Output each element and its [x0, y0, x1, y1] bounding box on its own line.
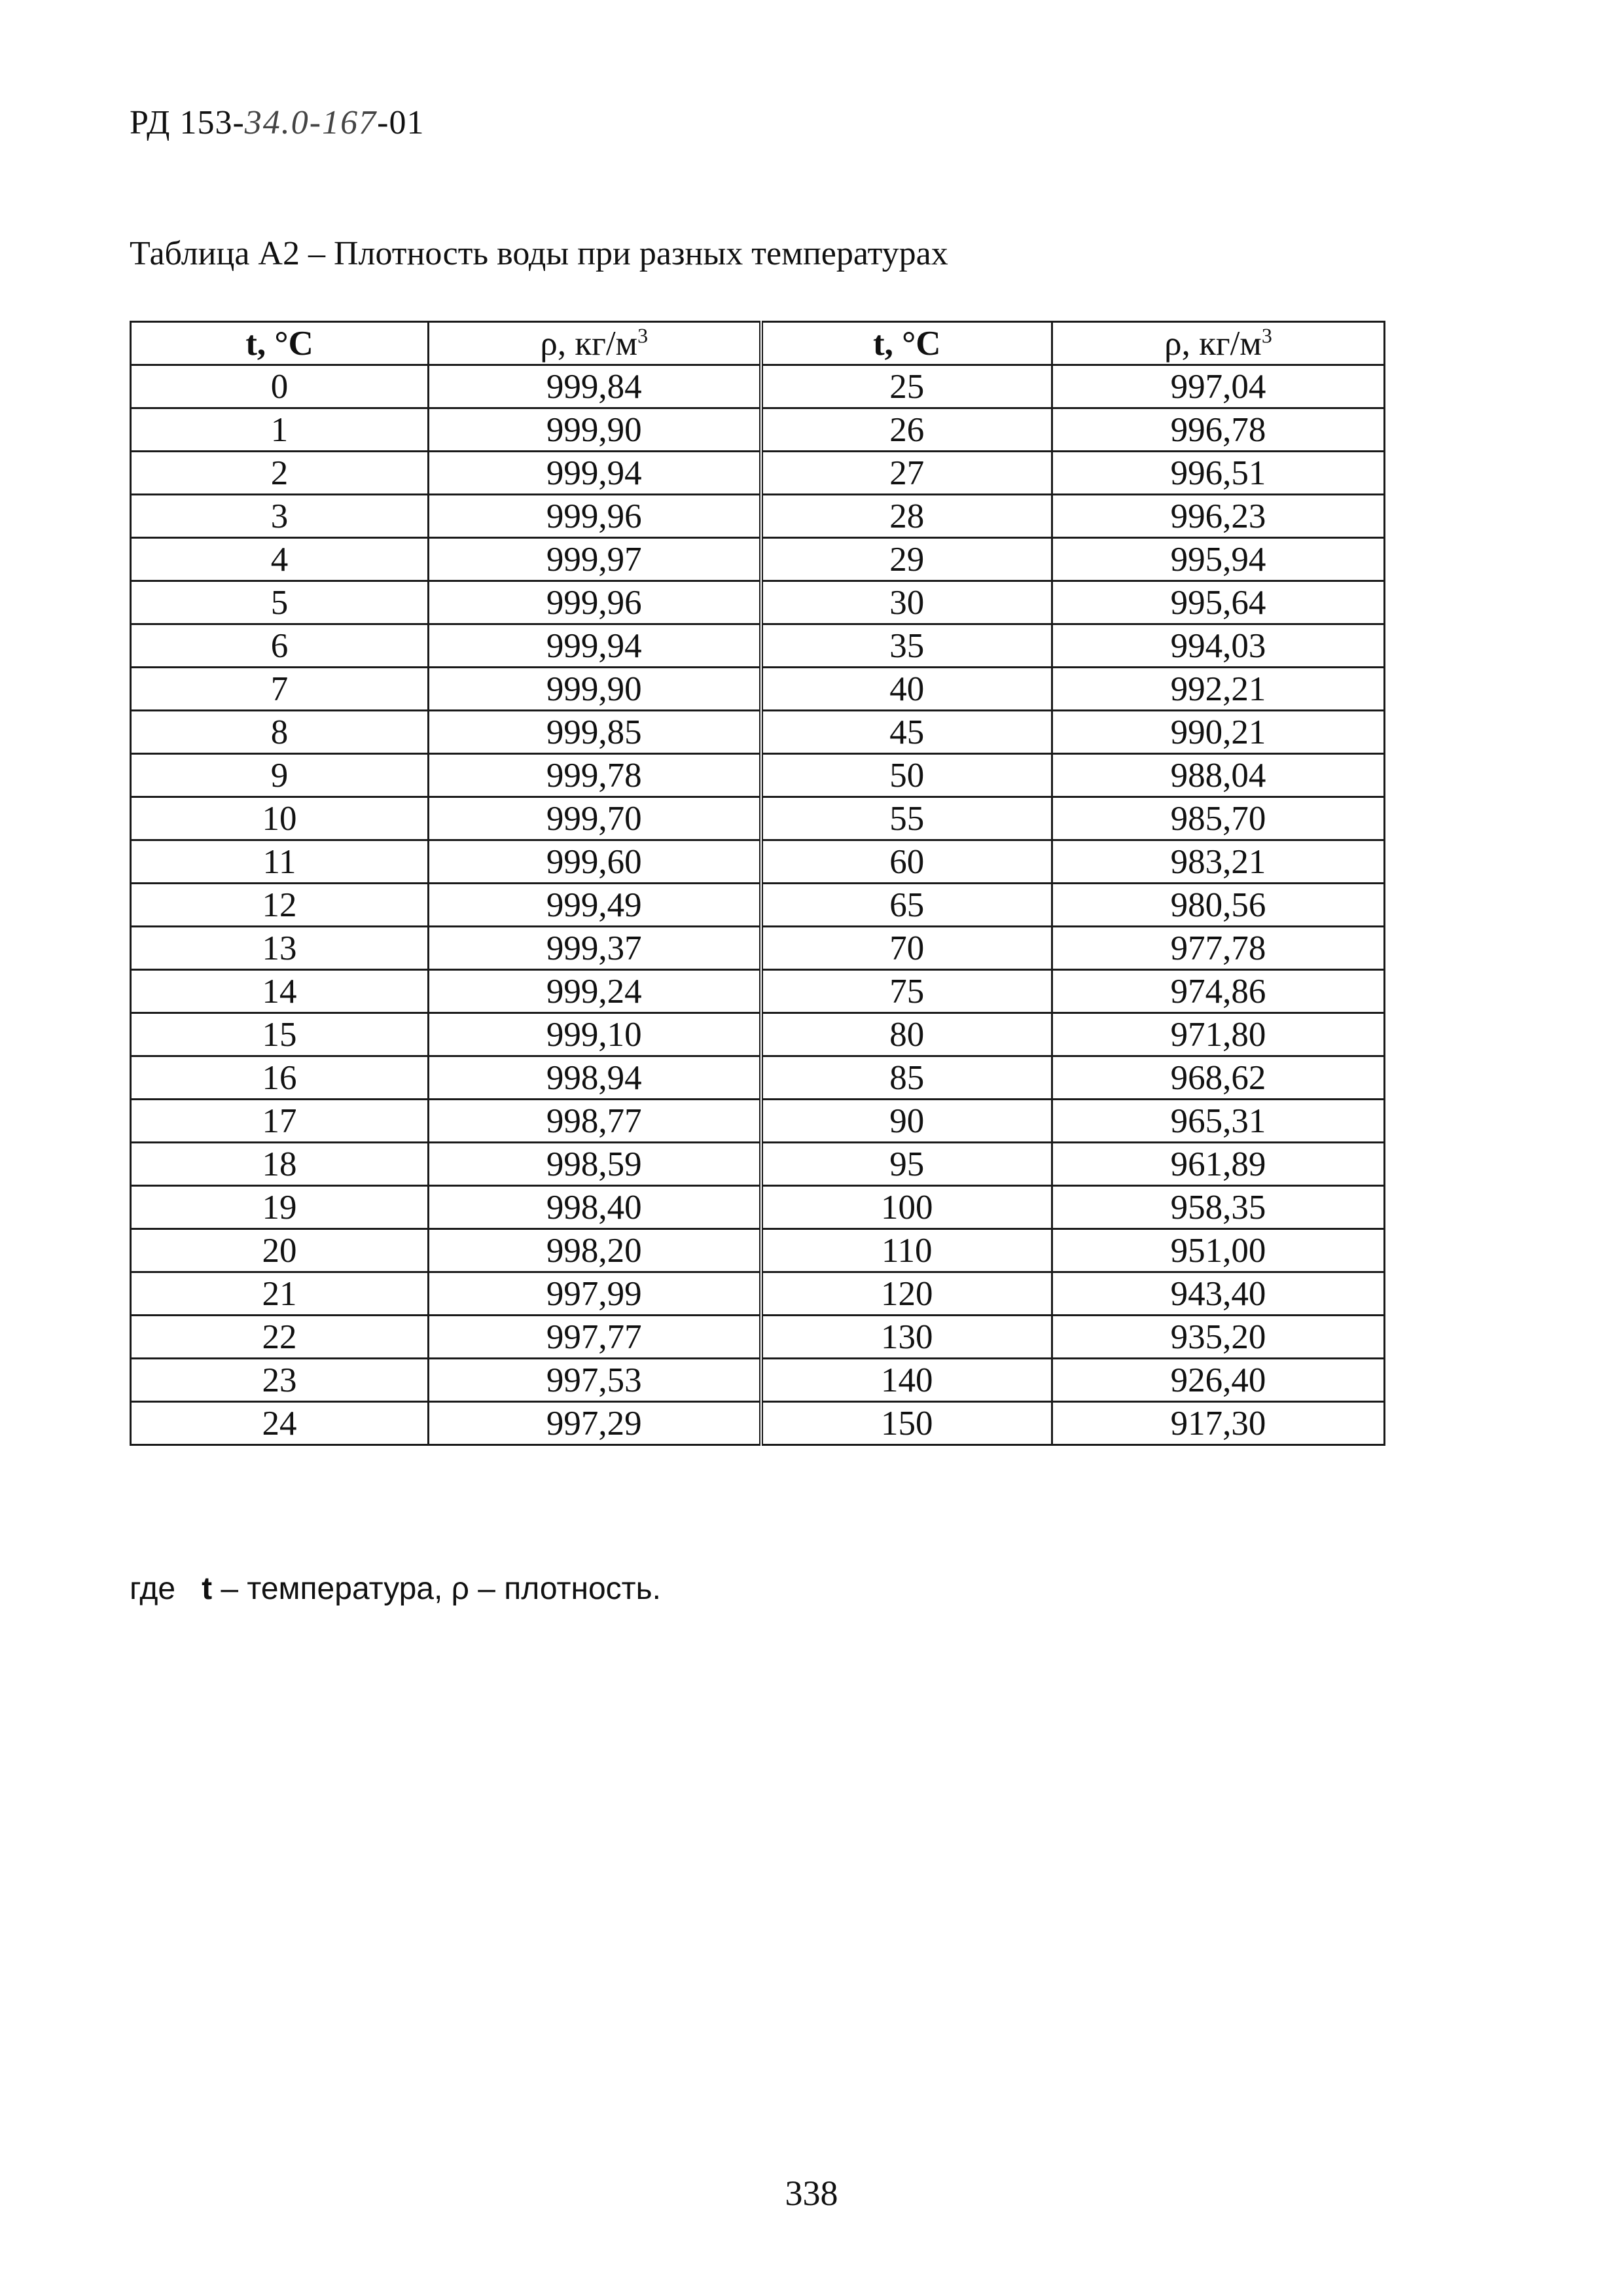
cell-temperature-1: 3 — [131, 495, 429, 538]
cell-temperature-2: 27 — [761, 452, 1052, 495]
cell-density-2: 968,62 — [1052, 1056, 1385, 1100]
footnote-text-rho: – плотность. — [469, 1571, 661, 1606]
cell-density-2: 961,89 — [1052, 1143, 1385, 1186]
cell-temperature-2: 90 — [761, 1100, 1052, 1143]
document-code-prefix: РД 153- — [130, 104, 245, 141]
cell-temperature-1: 19 — [131, 1186, 429, 1229]
cell-temperature-2: 75 — [761, 970, 1052, 1013]
cell-density-2: 917,30 — [1052, 1402, 1385, 1445]
table-row — [131, 1316, 1385, 1359]
cell-temperature-1: 12 — [131, 884, 429, 927]
table-row — [131, 970, 1385, 1013]
cell-density-1: 999,85 — [429, 711, 761, 754]
cell-density-1: 997,99 — [429, 1272, 761, 1316]
cell-density-1: 999,78 — [429, 754, 761, 797]
cell-density-2: 980,56 — [1052, 884, 1385, 927]
cell-temperature-2: 80 — [761, 1013, 1052, 1056]
footnote-variable-t: t — [202, 1571, 213, 1606]
cell-density-2: 951,00 — [1052, 1229, 1385, 1272]
cell-density-1: 999,84 — [429, 365, 761, 408]
table-row — [131, 452, 1385, 495]
table-row — [131, 884, 1385, 927]
cell-temperature-1: 2 — [131, 452, 429, 495]
cell-density-2: 995,94 — [1052, 538, 1385, 581]
cell-density-2: 983,21 — [1052, 840, 1385, 884]
document-code-handwritten: 34.0-167 — [244, 104, 378, 141]
table-row — [131, 1402, 1385, 1445]
page-number: 338 — [785, 2174, 838, 2213]
cell-temperature-1: 9 — [131, 754, 429, 797]
cell-temperature-2: 110 — [761, 1229, 1052, 1272]
table-row — [131, 1143, 1385, 1186]
cell-density-2: 974,86 — [1052, 970, 1385, 1013]
cell-temperature-2: 55 — [761, 797, 1052, 840]
table-row — [131, 711, 1385, 754]
cell-density-1: 999,37 — [429, 927, 761, 970]
header-density-1-label: ρ, кг/м — [540, 324, 638, 363]
footnote-variable-rho: ρ — [451, 1571, 469, 1606]
footnote-lead: где — [130, 1571, 176, 1606]
cell-density-1: 999,97 — [429, 538, 761, 581]
header-density-2-exponent: 3 — [1261, 323, 1272, 347]
table-row — [131, 365, 1385, 408]
table-row — [131, 668, 1385, 711]
table-row — [131, 1013, 1385, 1056]
table-row — [131, 1229, 1385, 1272]
table-row — [131, 927, 1385, 970]
cell-temperature-2: 35 — [761, 624, 1052, 668]
cell-temperature-1: 5 — [131, 581, 429, 624]
cell-temperature-2: 26 — [761, 408, 1052, 452]
cell-density-1: 999,96 — [429, 581, 761, 624]
cell-temperature-2: 50 — [761, 754, 1052, 797]
table-row — [131, 408, 1385, 452]
cell-density-2: 996,78 — [1052, 408, 1385, 452]
cell-density-1: 998,77 — [429, 1100, 761, 1143]
cell-density-1: 999,90 — [429, 408, 761, 452]
cell-temperature-1: 4 — [131, 538, 429, 581]
table-row — [131, 495, 1385, 538]
cell-temperature-2: 25 — [761, 365, 1052, 408]
cell-temperature-1: 13 — [131, 927, 429, 970]
cell-temperature-2: 150 — [761, 1402, 1052, 1445]
table-title: Таблица А2 – Плотность воды при разных температурах — [130, 235, 948, 272]
cell-temperature-1: 22 — [131, 1316, 429, 1359]
cell-temperature-2: 65 — [761, 884, 1052, 927]
table-row — [131, 624, 1385, 668]
cell-temperature-2: 45 — [761, 711, 1052, 754]
cell-density-2: 990,21 — [1052, 711, 1385, 754]
cell-temperature-1: 8 — [131, 711, 429, 754]
cell-temperature-1: 14 — [131, 970, 429, 1013]
cell-density-2: 958,35 — [1052, 1186, 1385, 1229]
cell-temperature-2: 70 — [761, 927, 1052, 970]
cell-density-2: 971,80 — [1052, 1013, 1385, 1056]
cell-density-1: 997,77 — [429, 1316, 761, 1359]
cell-density-2: 996,51 — [1052, 452, 1385, 495]
cell-temperature-1: 16 — [131, 1056, 429, 1100]
cell-temperature-2: 40 — [761, 668, 1052, 711]
cell-density-2: 977,78 — [1052, 927, 1385, 970]
table-row — [131, 538, 1385, 581]
footnote — [130, 1571, 661, 1607]
cell-density-1: 999,49 — [429, 884, 761, 927]
cell-temperature-2: 120 — [761, 1272, 1052, 1316]
table-row — [131, 1100, 1385, 1143]
table-row — [131, 1359, 1385, 1402]
cell-density-1: 998,59 — [429, 1143, 761, 1186]
cell-density-2: 985,70 — [1052, 797, 1385, 840]
cell-temperature-2: 140 — [761, 1359, 1052, 1402]
cell-density-2: 996,23 — [1052, 495, 1385, 538]
cell-density-2: 965,31 — [1052, 1100, 1385, 1143]
cell-density-2: 943,40 — [1052, 1272, 1385, 1316]
cell-density-2: 995,64 — [1052, 581, 1385, 624]
document-code — [130, 103, 424, 142]
cell-density-1: 999,96 — [429, 495, 761, 538]
cell-density-2: 997,04 — [1052, 365, 1385, 408]
header-density-2-label: ρ, кг/м — [1164, 324, 1262, 363]
cell-temperature-1: 15 — [131, 1013, 429, 1056]
table-row — [131, 1186, 1385, 1229]
cell-density-1: 998,20 — [429, 1229, 761, 1272]
footnote-text-t: – температура, — [212, 1571, 452, 1606]
cell-density-2: 988,04 — [1052, 754, 1385, 797]
cell-density-1: 998,40 — [429, 1186, 761, 1229]
cell-density-1: 999,60 — [429, 840, 761, 884]
cell-temperature-2: 95 — [761, 1143, 1052, 1186]
cell-temperature-2: 30 — [761, 581, 1052, 624]
cell-temperature-1: 7 — [131, 668, 429, 711]
header-density-1 — [429, 322, 761, 365]
cell-density-1: 999,90 — [429, 668, 761, 711]
cell-temperature-2: 60 — [761, 840, 1052, 884]
cell-temperature-1: 0 — [131, 365, 429, 408]
header-density-2 — [1052, 322, 1385, 365]
cell-density-1: 998,94 — [429, 1056, 761, 1100]
cell-temperature-1: 11 — [131, 840, 429, 884]
cell-temperature-1: 21 — [131, 1272, 429, 1316]
cell-density-1: 997,53 — [429, 1359, 761, 1402]
cell-temperature-1: 18 — [131, 1143, 429, 1186]
cell-density-1: 999,94 — [429, 452, 761, 495]
table-row — [131, 1056, 1385, 1100]
cell-temperature-1: 6 — [131, 624, 429, 668]
header-row — [131, 322, 1385, 365]
cell-temperature-1: 17 — [131, 1100, 429, 1143]
header-temperature-1: t, °C — [131, 322, 429, 365]
cell-density-1: 997,29 — [429, 1402, 761, 1445]
cell-temperature-2: 130 — [761, 1316, 1052, 1359]
cell-temperature-1: 1 — [131, 408, 429, 452]
density-table-container — [130, 321, 1383, 1446]
cell-temperature-2: 28 — [761, 495, 1052, 538]
cell-density-2: 994,03 — [1052, 624, 1385, 668]
cell-temperature-2: 29 — [761, 538, 1052, 581]
cell-temperature-1: 24 — [131, 1402, 429, 1445]
cell-density-1: 999,94 — [429, 624, 761, 668]
table-row — [131, 754, 1385, 797]
water-density-table — [130, 321, 1385, 1446]
cell-temperature-1: 20 — [131, 1229, 429, 1272]
cell-density-1: 999,10 — [429, 1013, 761, 1056]
table-header — [131, 322, 1385, 365]
header-density-1-exponent: 3 — [637, 323, 649, 347]
table-row — [131, 797, 1385, 840]
header-temperature-2: t, °C — [761, 322, 1052, 365]
cell-density-2: 926,40 — [1052, 1359, 1385, 1402]
table-body — [131, 365, 1385, 1445]
cell-density-1: 999,24 — [429, 970, 761, 1013]
cell-density-2: 992,21 — [1052, 668, 1385, 711]
table-row — [131, 840, 1385, 884]
cell-temperature-2: 100 — [761, 1186, 1052, 1229]
document-code-suffix: -01 — [377, 104, 425, 141]
table-row — [131, 1272, 1385, 1316]
cell-temperature-1: 10 — [131, 797, 429, 840]
cell-density-2: 935,20 — [1052, 1316, 1385, 1359]
cell-temperature-2: 85 — [761, 1056, 1052, 1100]
cell-density-1: 999,70 — [429, 797, 761, 840]
cell-temperature-1: 23 — [131, 1359, 429, 1402]
table-row — [131, 581, 1385, 624]
